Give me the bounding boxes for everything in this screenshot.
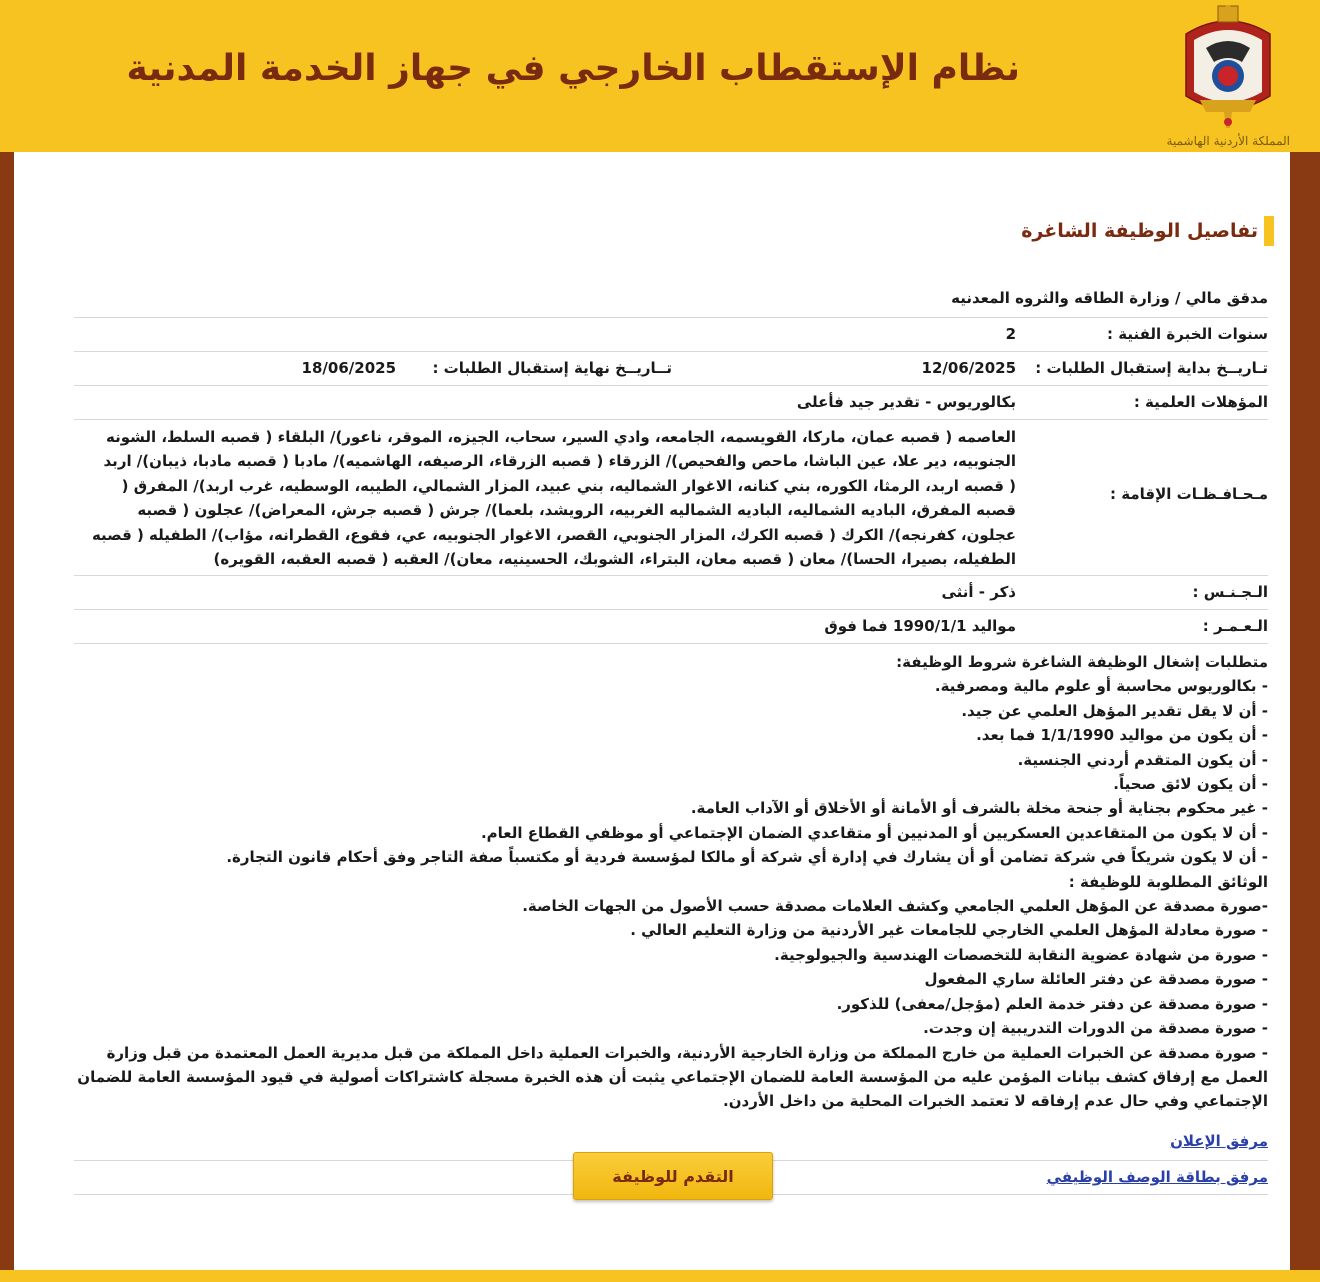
- requirement-item: - أن لا يقل تقدير المؤهل العلمي عن جيد.: [961, 701, 1268, 720]
- document-item: - صورة مصدقة عن دفتر العائلة ساري المفعول: [924, 970, 1268, 989]
- job-card-link[interactable]: مرفق بطاقة الوصف الوظيفي: [1046, 1168, 1268, 1186]
- requirements-heading: متطلبات إشغال الوظيفة الشاغرة شروط الوظيفة:: [896, 653, 1268, 671]
- document-item: - صورة مصدقة عن دفتر خدمة العلم (مؤجل/معفى) للذكور.: [836, 994, 1268, 1013]
- start-date-value: 12/06/2025: [921, 359, 1016, 377]
- residence-value: [92, 425, 1016, 571]
- requirement-item: - أن لا يكون من المتقاعدين العسكريين أو المدنيين أو متقاعدي الضمان الإجتماعي أو موظفي القطاع العام.: [480, 823, 1268, 842]
- residence-row: [74, 419, 1268, 576]
- residence-line: الطفيله، بصيرا، الحسا)/ معان ( قصبه معان، البتراء، الشوبك، الحسينيه، معان)/ العقبه ( قصبه العقبه، القويره): [213, 550, 1016, 569]
- age-label: الـعـمـر :: [1202, 617, 1268, 635]
- coat-of-arms-icon: [1180, 4, 1276, 132]
- residence-line: عجلون، كفرنجه)/ الكرك ( قصبه الكرك، المزار الجنوبي، القصر، الاغوار الجنوبيه، عي، فقوع، القطرانه، مؤاب)/ الطفيله ( قصبه: [91, 525, 1016, 544]
- experience-value: 2: [1005, 325, 1016, 343]
- kingdom-caption: المملكة الأردنية الهاشمية: [1166, 134, 1290, 148]
- end-date-label: تــاريــخ نهاية إستقبال الطلبات :: [432, 359, 672, 377]
- requirement-item: - بكالوريوس محاسبة أو علوم مالية ومصرفية.: [934, 677, 1268, 696]
- qualifications-row: [74, 385, 1268, 420]
- document-item: - صورة مصدقة عن الخبرات العملية من خارج المملكة من وزارة الخارجية الأردنية، والخبرات العملية داخل المملكة من قبل مديرية العمل المعتمدة من قبل وزارة العمل مع إرفاق كشف بيانات المؤمن عليه من المؤسسة العامة للضمان الإجتماعي يثبت أن هذه الخبرة مسجلة كاشتراكات أصولية في قيود المؤسسة العامة للضمان الإجتماعي وفي حال عدم إرفاقه لا تعتمد الخبرات المحلية من داخل الأردن.: [77, 1043, 1268, 1111]
- section-heading: تفاصيل الوظيفة الشاغرة: [1021, 216, 1274, 246]
- end-date-value: 18/06/2025: [301, 359, 396, 377]
- age-value: مواليد 1990/1/1 فما فوق: [824, 617, 1016, 635]
- requirement-item: - أن يكون من مواليد 1/1/1990 فما بعد.: [976, 726, 1268, 745]
- residence-line: العاصمه ( قصبه عمان، ماركا، القويسمه، الجامعه، وادي السير، سحاب، الجيزه، الموقر، ناعور)/ البلقاء ( قصبه السلط، الشونه: [105, 428, 1016, 446]
- qualifications-label: المؤهلات العلمية :: [1133, 393, 1268, 411]
- announcement-link[interactable]: مرفق الإعلان: [1170, 1132, 1268, 1150]
- experience-row: [74, 317, 1268, 352]
- job-title: مدقق مالي / وزارة الطاقه والثروه المعدنيه: [951, 289, 1268, 307]
- requirement-item: - غير محكوم بجناية أو جنحة مخلة بالشرف أو الأمانة أو الأخلاق أو الآداب العامة.: [690, 799, 1268, 818]
- residence-label: مـحـافـظـات الإقامة :: [1110, 485, 1268, 503]
- footer-bar: [0, 1270, 1320, 1282]
- requirement-item: - أن يكون لائق صحياً.: [1113, 775, 1268, 794]
- document-item: - صورة مصدقة من الدورات التدريبية إن وجدت.: [923, 1019, 1268, 1038]
- requirement-item: - أن لا يكون شريكاً في شركة تضامن أو أن يشارك في إدارة أي شركة أو مالكا لمؤسسة فردية أو مكتسباً صفة التاجر وفق أحكام قانون التجارة.: [226, 848, 1268, 867]
- document-item: - صورة معادلة المؤهل العلمي الخارجي للجامعات غير الأردنية من وزارة التعليم العالي .: [630, 921, 1268, 940]
- requirements-block: [74, 650, 1268, 1114]
- documents-heading: الوثائق المطلوبة للوظيفة :: [1068, 872, 1268, 891]
- site-header: [0, 0, 1320, 152]
- residence-line: الجنوبيه، دير علا، عين الباشا، ماحص والفحيص)/ الزرقاء ( قصبه الزرقاء، الرصيفه، الهاشميه)/ مادبا ( قصبه مادبا، ذيبان)/ اربد: [103, 452, 1016, 471]
- document-item: -صورة مصدقة عن المؤهل العلمي الجامعي وكشف العلامات مصدقة حسب الأصول من الجهات الخاصة.: [522, 897, 1268, 916]
- residence-line: ( قصبه اربد، الرمثا، الكوره، بني كنانه، الاغوار الشماليه، بني عبيد، المزار الشمالي، الطيبه، الوسطيه، غرب اربد)/ المفرق (: [121, 476, 1016, 495]
- apply-button[interactable]: التقدم للوظيفة: [573, 1152, 773, 1200]
- job-title-row: [74, 280, 1268, 318]
- residence-line: قصبه المفرق، الباديه الشماليه، الباديه الشماليه الغربيه، الرويشد، بلعما)/ جرش ( قصبه جرش، المعراض)/ عجلون ( قصبه: [137, 501, 1016, 520]
- experience-label: سنوات الخبرة الفنية :: [1107, 325, 1268, 343]
- dates-row: [74, 351, 1268, 386]
- gender-value: ذكر - أنثى: [941, 583, 1016, 601]
- qualifications-value: بكالوريوس - تقدير جيد فأعلى: [796, 393, 1016, 411]
- age-row: [74, 609, 1268, 644]
- gender-label: الـجـنـس :: [1192, 583, 1268, 601]
- requirement-item: - أن يكون المتقدم أردني الجنسية.: [1017, 750, 1268, 769]
- start-date-label: تـاريــخ بداية إستقبال الطلبات :: [1035, 359, 1268, 377]
- gender-row: [74, 575, 1268, 610]
- document-item: - صورة من شهادة عضوية النقابة للتخصصات الهندسية والجيولوجية.: [774, 945, 1268, 964]
- site-title: نظام الإستقطاب الخارجي في جهاز الخدمة المدنية: [126, 48, 1020, 89]
- content-panel: [14, 152, 1290, 1270]
